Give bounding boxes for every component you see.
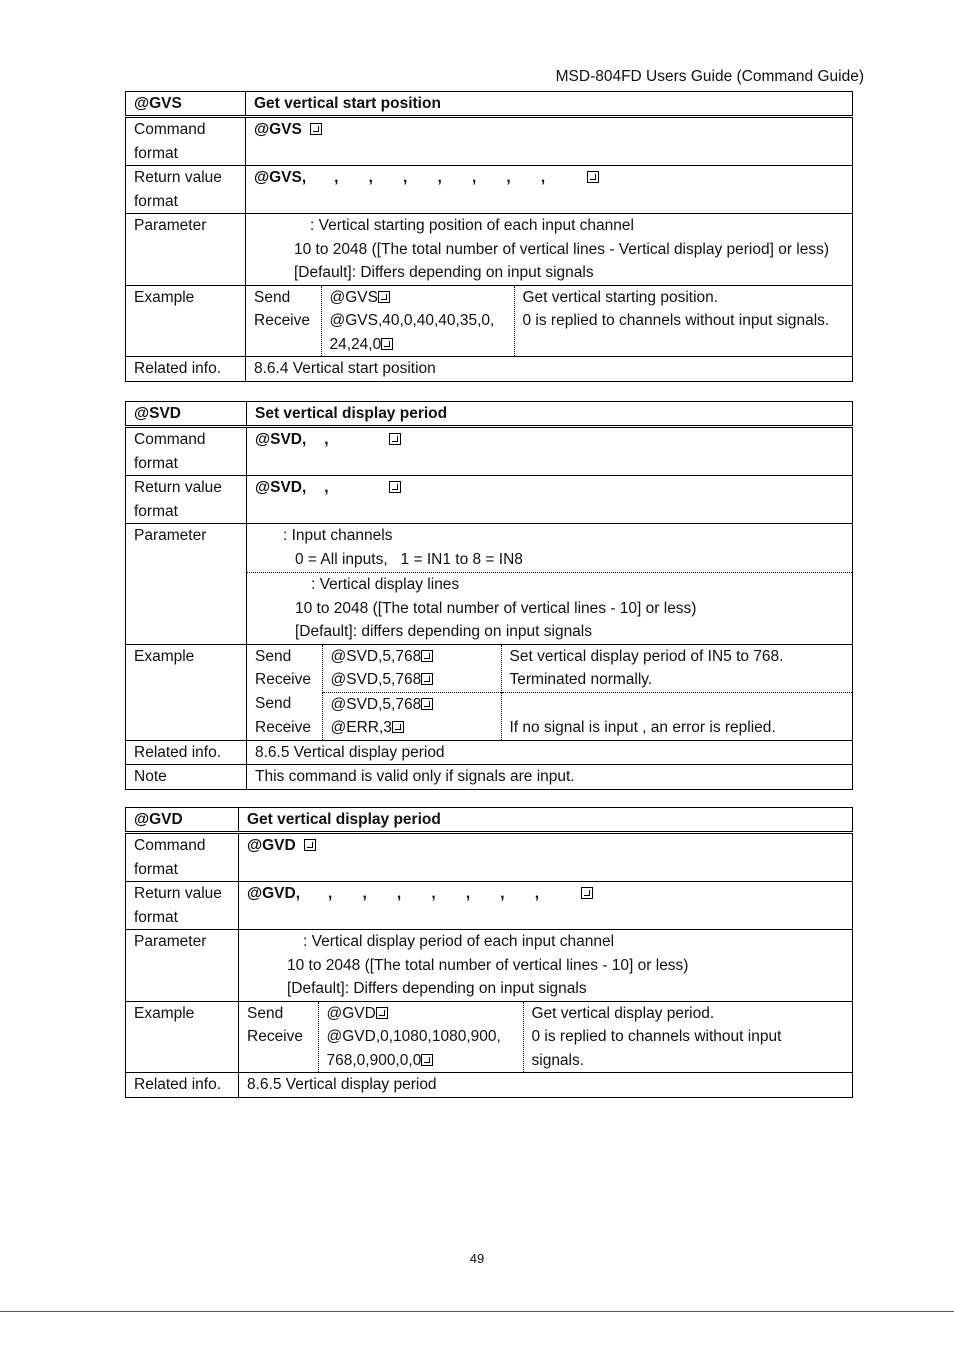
svd-param-b3: [Default]: differs depending on input signals — [295, 623, 592, 640]
gvs-return-format: @GVS, — [254, 169, 307, 186]
gvd-param-line1: : Vertical display period of each input channel — [303, 933, 615, 950]
svd-command-block — [125, 401, 853, 790]
gvd-param-line2: 10 to 2048 ([The total number of vertical lines - 10] or less) — [287, 956, 689, 974]
svd-param-b2: 10 to 2048 ([The total number of vertical lines - 10] or less) — [295, 599, 697, 617]
svd-example — [255, 645, 852, 740]
receive-label: Receive — [247, 1028, 303, 1045]
svd-param-a2: 0 = All inputs, 1 = IN1 to 8 = IN8 — [295, 550, 523, 568]
svd-comment-1a: Set vertical display period of IN5 to 768. — [509, 647, 784, 665]
gvs-table: @GVS Get vertical start position Command format @GVS Return value format @GVS, , , , , , , , Parameter : Vertical starting position of each input channel 10 to 2048 ([The total number of vertical lines - Vertical display period] or less) [Default]: Differs depending on input signals Example Send Receive @GVS @GVS,40,0,40,40,35,0, 24,24,0 Get vertical starting position. 0 is replied to channels without input signals. Related info. 8.6.4 Vertical start position — [125, 91, 853, 382]
svd-parameter-label: Parameter — [126, 524, 247, 645]
gvs-command-block — [125, 91, 853, 382]
gvs-comment-2: 0 is replied to channels without input signals. — [522, 312, 830, 329]
svd-return-format: @SVD, — [255, 479, 307, 496]
svd-command-format: @SVD, — [255, 431, 307, 448]
gvd-return-label: Return value format — [126, 882, 239, 930]
gvd-parameter-label: Parameter — [126, 930, 239, 1002]
gvd-command-block — [125, 807, 853, 1098]
svd-example-label: Example — [126, 644, 247, 740]
svd-send-1: @SVD,5,768 — [330, 647, 422, 665]
gvd-table: @GVD Get vertical display period Command format @GVD Return value format @GVD, , , , , , , , Parameter : Vertical display period of each input channel 10 to 2048 ([The total number of vertical lines - 10] or less) [Default]: Differs depending on input signals Example Send Receive @GVD @GVD,0,1080,1080,900, 768,0,900,0,0 Get vertical display period. 0 is replied to channels without input signals. Related info. 8.6.5 Vertical display period — [125, 807, 853, 1098]
send-label: Send — [255, 647, 292, 665]
gvs-example-label: Example — [126, 285, 246, 357]
gvs-receive-value-1: @GVS,40,0,40,40,35,0, — [329, 312, 495, 329]
gvs-command-format: @GVS — [254, 121, 302, 138]
gvs-return-label: Return value format — [126, 166, 246, 214]
gvd-comment-1: Get vertical display period. — [531, 1004, 715, 1022]
svd-related-label: Related info. — [126, 740, 247, 765]
gvd-command-format: @GVD — [247, 837, 296, 854]
receive-label: Receive — [255, 671, 311, 688]
svd-title: Set vertical display period — [247, 402, 853, 427]
enter-icon — [389, 481, 401, 493]
svd-receive-1: @SVD,5,768 — [330, 671, 422, 688]
receive-label: Receive — [255, 718, 311, 736]
svd-related: 8.6.5 Vertical display period — [247, 740, 853, 765]
enter-icon — [421, 650, 433, 662]
enter-icon — [376, 1007, 388, 1019]
svd-note: This command is valid only if signals are input. — [247, 765, 853, 790]
enter-icon — [581, 887, 593, 899]
send-label: Send — [254, 288, 291, 306]
enter-icon — [421, 1054, 433, 1066]
enter-icon — [392, 721, 404, 733]
gvs-related-label: Related info. — [126, 357, 246, 382]
gvs-send-value: @GVS — [329, 288, 378, 306]
svd-return-label: Return value format — [126, 476, 247, 524]
gvs-param-line1: : Vertical starting position of each input channel — [310, 217, 634, 234]
enter-icon — [421, 673, 433, 685]
enter-icon — [389, 433, 401, 445]
svd-comment-2: If no signal is input , an error is replied. — [509, 719, 776, 736]
svd-code: @SVD — [126, 402, 247, 427]
gvd-receive-value-2: 768,0,900,0,0 — [326, 1051, 422, 1069]
enter-icon — [381, 338, 393, 350]
enter-icon — [587, 171, 599, 183]
svd-param-a1: : Input channels — [283, 527, 393, 544]
receive-label: Receive — [254, 312, 310, 329]
gvd-related-label: Related info. — [126, 1073, 239, 1098]
enter-icon — [421, 698, 433, 710]
gvs-param-line2: 10 to 2048 ([The total number of vertical lines - Vertical display period] or less) — [294, 240, 830, 258]
gvd-example-label: Example — [126, 1001, 239, 1073]
gvd-title: Get vertical display period — [239, 808, 853, 833]
svd-command-format-label: Command format — [126, 427, 247, 476]
svd-comment-1b: Terminated normally. — [509, 671, 653, 688]
enter-icon — [310, 123, 322, 135]
gvd-comment-3: signals. — [531, 1051, 585, 1069]
send-label: Send — [255, 695, 292, 712]
gvs-title: Get vertical start position — [246, 92, 853, 117]
gvs-parameter-label: Parameter — [126, 214, 246, 286]
gvd-receive-value-1: @GVD,0,1080,1080,900, — [326, 1028, 501, 1045]
gvd-param-line3: [Default]: Differs depending on input signals — [287, 980, 587, 997]
gvs-comment-1: Get vertical starting position. — [522, 288, 719, 306]
svd-send-2: @SVD,5,768 — [330, 695, 422, 713]
gvd-command-format-label: Command format — [126, 833, 239, 882]
gvd-example — [247, 1002, 852, 1073]
gvs-example — [254, 286, 852, 357]
footer-rule — [0, 1311, 954, 1312]
enter-icon — [304, 839, 316, 851]
gvs-command-format-label: Command format — [126, 117, 246, 166]
svd-param-b1: : Vertical display lines — [311, 576, 460, 593]
enter-icon — [378, 291, 390, 303]
svd-note-label: Note — [126, 765, 247, 790]
gvd-comment-2: 0 is replied to channels without input — [531, 1028, 782, 1045]
gvs-receive-value-2: 24,24,0 — [329, 335, 382, 353]
gvd-return-format: @GVD, — [247, 885, 301, 902]
gvs-code: @GVS — [126, 92, 246, 117]
svd-receive-2: @ERR,3 — [330, 719, 392, 736]
page-header: MSD-804FD Users Guide (Command Guide) — [555, 68, 864, 85]
gvd-send-value: @GVD — [326, 1004, 376, 1022]
gvs-param-line3: [Default]: Differs depending on input signals — [294, 264, 594, 281]
gvd-related: 8.6.5 Vertical display period — [239, 1073, 853, 1098]
send-label: Send — [247, 1004, 284, 1022]
svd-table: @SVD Set vertical display period Command format @SVD, , Return value format @SVD, , Parameter : Input channels 0 = All inputs, 1 = IN1 to 8 = IN8 : Vertical display lines 10 to 2048 ([The total number of vertical lines - 10] or less) [Default]: differs depending on input signals Example Send Receive @SVD,5,768 @SVD,5,768 Set vertical display period of IN5 to 768. Terminated normally. Send Receive @SVD,5,768 @ERR,3 If no signal is input , an error is replied. Related info. 8.6.5 Vertical display period Note This command is valid only if signals are input. — [125, 401, 853, 790]
page-number: 49 — [469, 1251, 485, 1266]
gvs-related: 8.6.4 Vertical start position — [246, 357, 853, 382]
gvd-code: @GVD — [126, 808, 239, 833]
